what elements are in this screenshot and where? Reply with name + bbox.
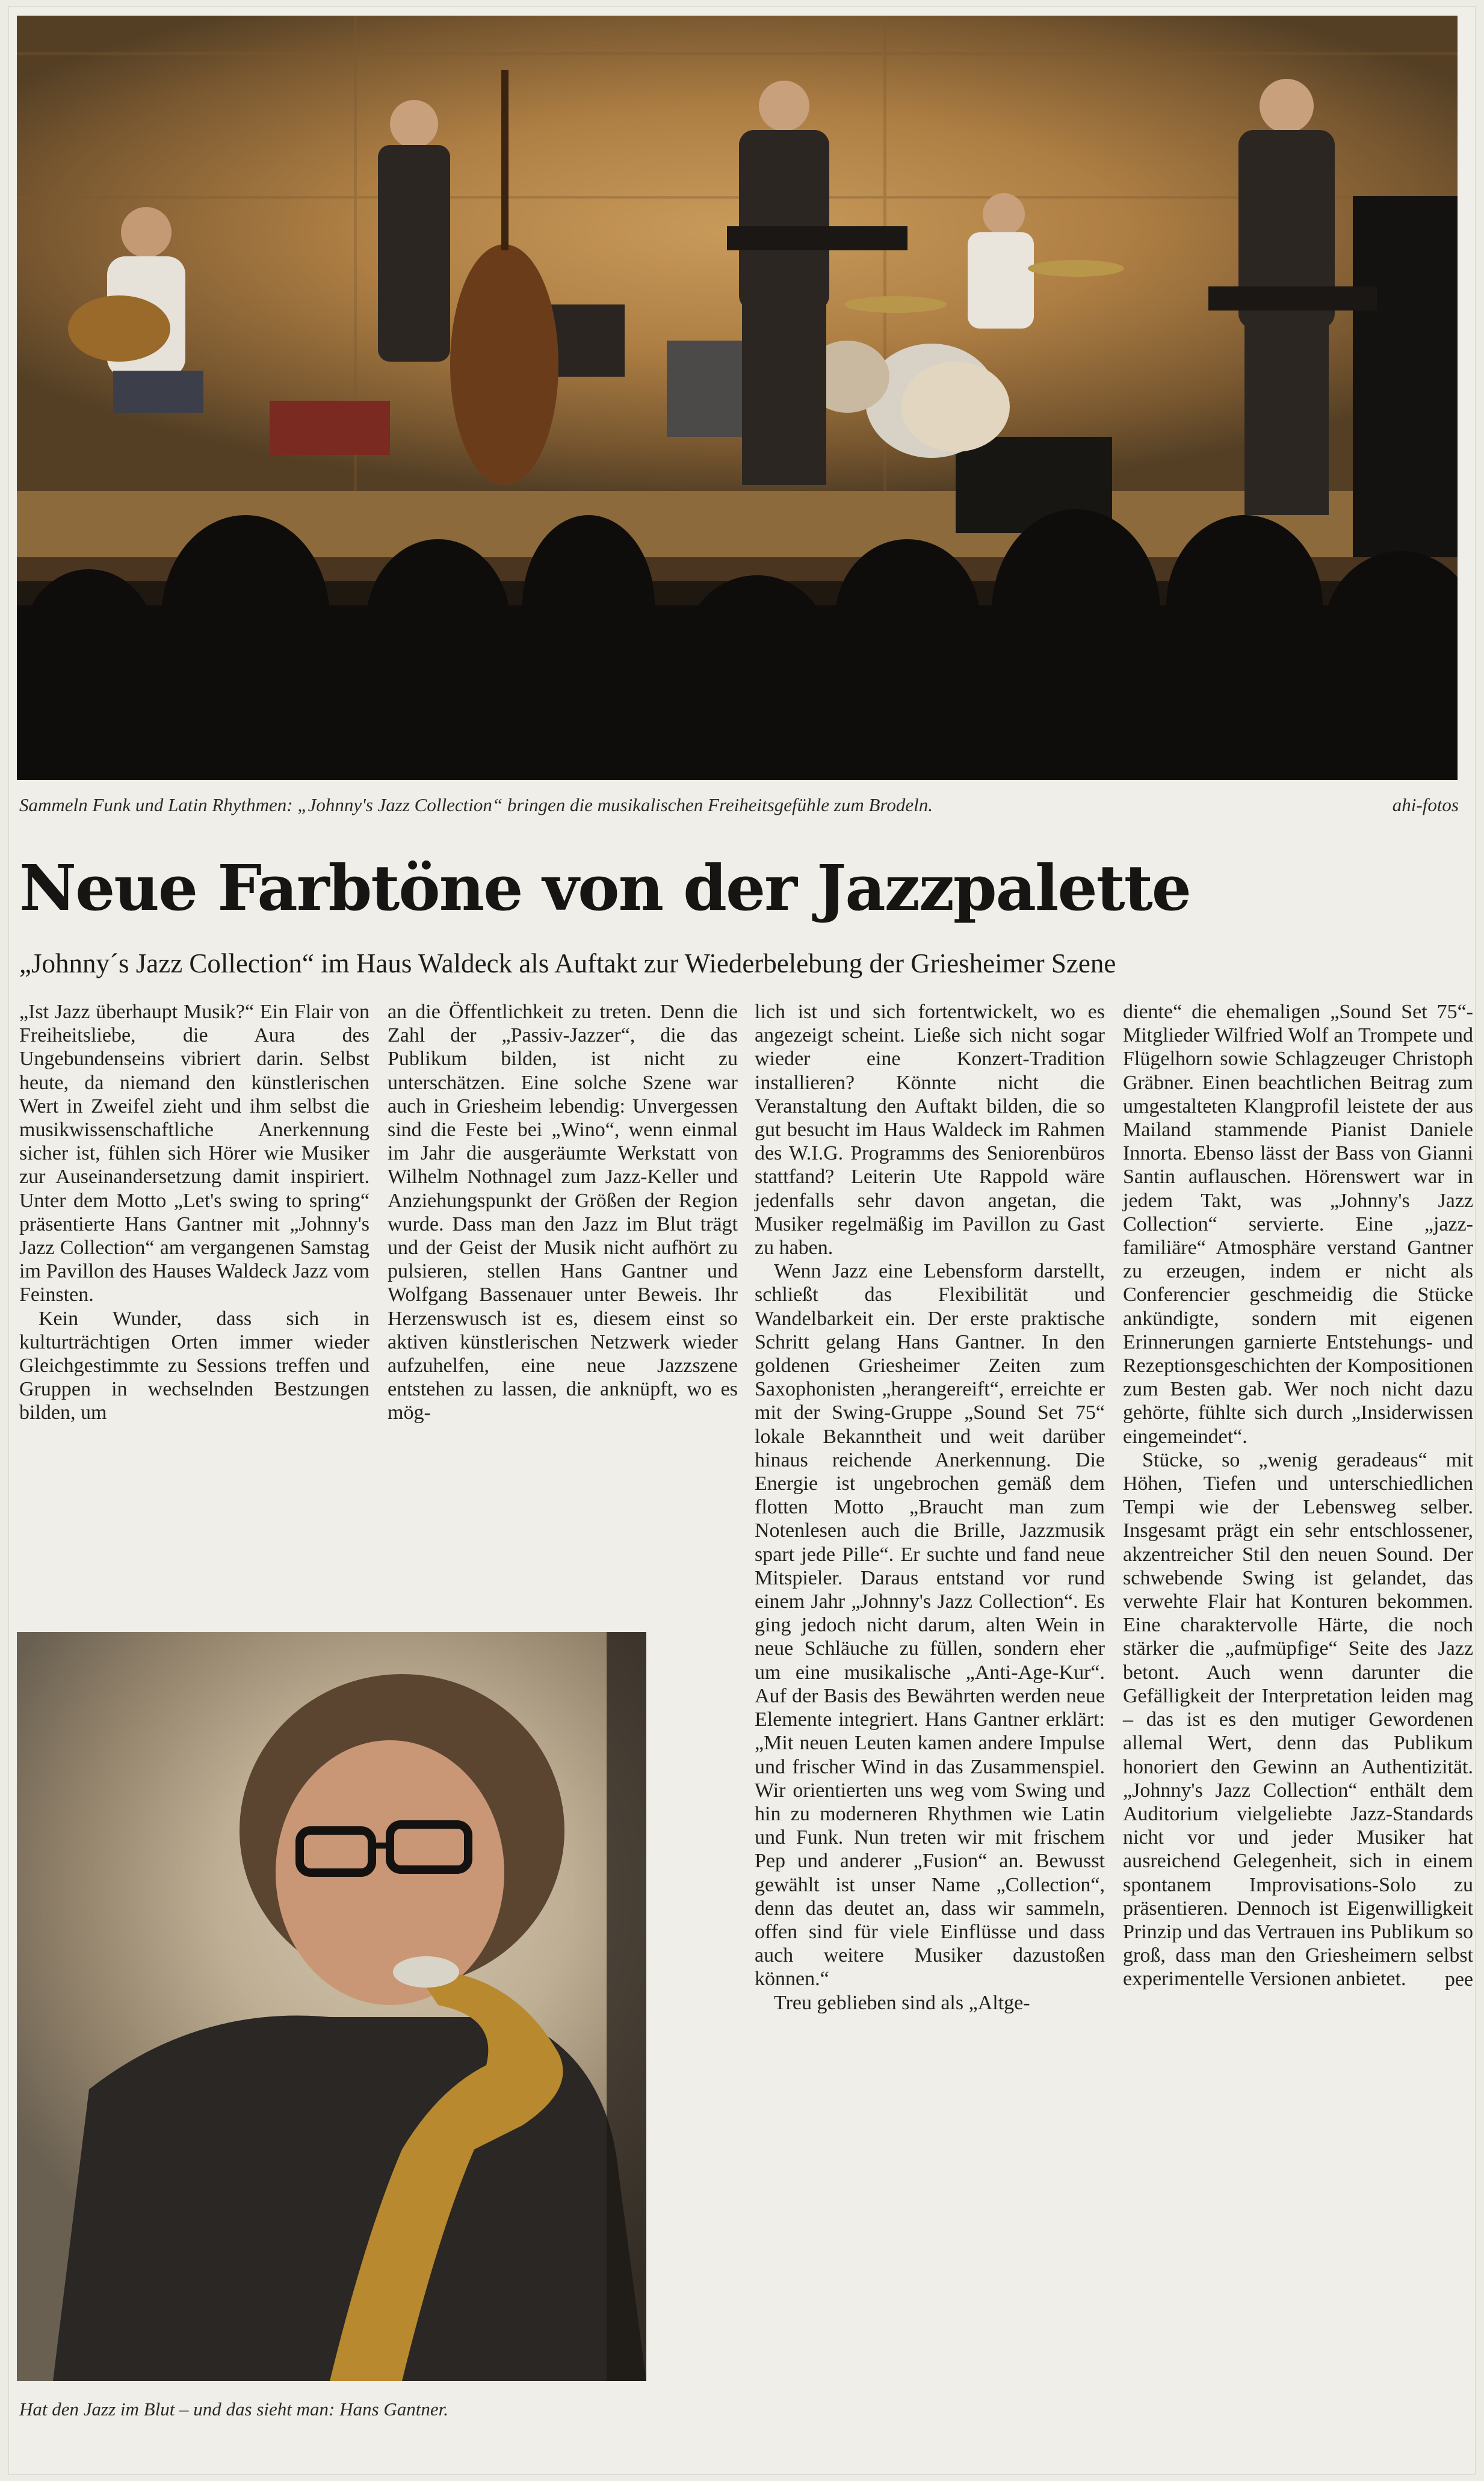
headline: Neue Farbtöne von der Jazzpalette [19, 851, 1190, 925]
paragraph: Kein Wunder, dass sich in kulturträchtigen Orten immer wieder Gleichgestimmte zu Sessions treffen und Gruppen in wechselnden Bestzungen bilden, um [19, 1307, 369, 1424]
saxophonist-photo [17, 1632, 646, 2381]
paragraph: Wenn Jazz eine Lebensform darstellt, schließt das Flexibilität und Wandelbarkeit ein. Der erste praktische Schritt gelang Hans Gantner. In den goldenen Griesheimer Zeiten zum Saxophonisten „herangereift“, erreichte er mit der Swing-Gruppe „Sound Set 75“ lokale Bekanntheit und weit darüber hinaus reichende Anerkennung. Die Energie ist ungebrochen gemäß dem flotten Motto „Braucht man zum Notenlesen auch die Brille, Jazzmusik spart jede Pille“. Er suchte und fand neue Mitspieler. Daraus entstand vor rund einem Jahr „Johnny's Jazz Collection“. Es ging jedoch nicht darum, alten Wein in neue Schläuche zu füllen, sondern eher um eine musikalische „Anti-Age-Kur“. Auf der Basis des Bewährten werden neue Elemente integriert. Hans Gantner erklärt: „Mit neuen Leuten kamen andere Impulse und frischer Wind in das Zusammenspiel. Wir orientierten uns weg vom Swing und hin zu moderneren Rhythmen wie Latin und Funk. Nun treten wir mit frischem Pep und anderer „Fusion“ an. Bewusst gewählt ist unser Name „Collection“, denn das deutet an, dass wir sammeln, offen sind für viele Einflüsse und dass auch weitere Musiker dazustoßen können.“ [755, 1260, 1105, 1991]
paragraph: Treu geblieben sind als „Altge- [774, 1991, 1030, 2014]
paragraph: diente“ die ehemaligen „Sound Set 75“-Mitglieder Wilfried Wolf an Trompete und Flügelhorn sowie Schlagzeuger Christoph Gräbner. Einen beachtlichen Beitrag zum umgestalteten Klangprofil leistete der aus Mailand stammende Pianist Daniele Innorta. Ebenso lässt der Bass von Gianni Santin auflauschen. Hörenswert war in jedem Takt, was „Johnny's Jazz Collection“ servierte. Eine „jazz-familiäre“ Atmosphäre verstand Gantner zu erzeugen, indem er nicht als Conferencier geschmeidig die Stücke ankündigte, sondern mit eigenen Erinnerungen garnierte Entstehungs- und Rezeptionsgeschichten der Kompositionen zum Besten gab. Wer noch nicht dazu gehörte, fühlte sich durch „Insiderwissen eingemeindet“. [1123, 1001, 1473, 1448]
top-photo-caption: Sammeln Funk und Latin Rhythmen: „Johnny's Jazz Collection“ bringen die musikalischen Freiheitsgefühle zum Brodeln. [19, 794, 933, 815]
band-photo [17, 16, 1458, 780]
paragraph: „Ist Jazz überhaupt Musik?“ Ein Flair von Freiheitsliebe, die Aura des Ungebundenseins vibriert darin. Selbst heute, da niemand den künstlerischen Wert in Zweifel zieht und ihm selbst die musikwissenschaftliche Anerkennung sicher ist, fühlen sich Hörer wie Musiker zur Auseinandersetzung damit inspiriert. Unter dem Motto „Let's swing to spring“ präsentierte Hans Gantner mit „Johnny's Jazz Collection“ am vergangenen Samstag im Pavillon des Hauses Waldeck Jazz vom Feinsten. [19, 1001, 369, 1306]
article-column-4 [1123, 1000, 1473, 1991]
author-signature: pee [1444, 1968, 1473, 1991]
photo-credit: ahi-fotos [1392, 794, 1459, 815]
paragraph: Stücke, so „wenig geradeaus“ mit Höhen, Tiefen und unterschiedlichen Tempi wie der Lebensweg selber. Insgesamt prägt ein sehr entschlossener, akzentreicher Stil den neuen Sound. Der schwebende Swing ist gelandet, das verwehte Flair hat Konturen bekommen. Eine charaktervolle Härte, die noch stärker die „aufmüpfige“ Seite des Jazz betont. Auch wenn darunter die Gefälligkeit der Interpretation leiden mag – das ist es den mutiger Gewordenen allemal Wert, denn das Publikum honoriert den Gewinn an Authentizität. „Johnny's Jazz Collection“ enthält dem Auditorium vielgeliebte Jazz-Standards nicht vor und jeder Musiker hat ausreichend Gelegenheit, sich in einem spontanem Improvisations-Solo zu präsentieren. Dennoch ist Eigenwilligkeit Prinzip und das Vertrauen ins Publikum so groß, dass man den Griesheimern selbst experimentelle Versionen anbietet. [1123, 1448, 1473, 1991]
article-column-2 [388, 1000, 738, 1425]
paragraph: lich ist und sich fortentwickelt, wo es angezeigt scheint. Ließe sich nicht sogar wieder eine Konzert-Tradition installieren? Könnte nicht die Veranstaltung den Auftakt bilden, die so gut besucht im Haus Waldeck im Rahmen des W.I.G. Programms des Seniorenbüros stattfand? Leiterin Ute Rappold wäre jedenfalls sehr davon angetan, die Musiker regelmäßig im Pavillon zu Gast zu haben. [755, 1001, 1105, 1259]
article-column-3 [755, 1000, 1105, 2015]
bottom-photo-caption: Hat den Jazz im Blut – und das sieht man: Hans Gantner. [19, 2399, 448, 2420]
newspaper-clipping [8, 6, 1476, 2475]
paragraph: an die Öffentlichkeit zu treten. Denn die Zahl der „Passiv-Jazzer“, die das Publikum bilden, ist nicht zu unterschätzen. Eine solche Szene war auch in Griesheim lebendig: Unvergessen sind die Feste bei „Wino“, wenn einmal im Jahr die ausgeräumte Werkstatt von Wilhelm Nothnagel zum Jazz-Keller und Anziehungspunkt der Größen der Region wurde. Dass man den Jazz im Blut trägt und der Geist der Musik nicht aufhört zu pulsieren, stellen Hans Gantner und Wolfgang Bassenauer unter Beweis. Ihr Herzenswusch ist es, diesem einst so aktiven künstlerischen Netzwerk wieder aufzuhelfen, eine neue Jazzszene entstehen zu lassen, die anknüpft, wo es mög- [388, 1001, 738, 1424]
band-stage-illustration [17, 16, 1458, 780]
saxophonist-illustration [17, 1632, 646, 2381]
subheadline: „Johnny´s Jazz Collection“ im Haus Waldeck als Auftakt zur Wiederbelebung der Griesheimer Szene [19, 948, 1116, 978]
article-column-1 [19, 1000, 369, 1425]
